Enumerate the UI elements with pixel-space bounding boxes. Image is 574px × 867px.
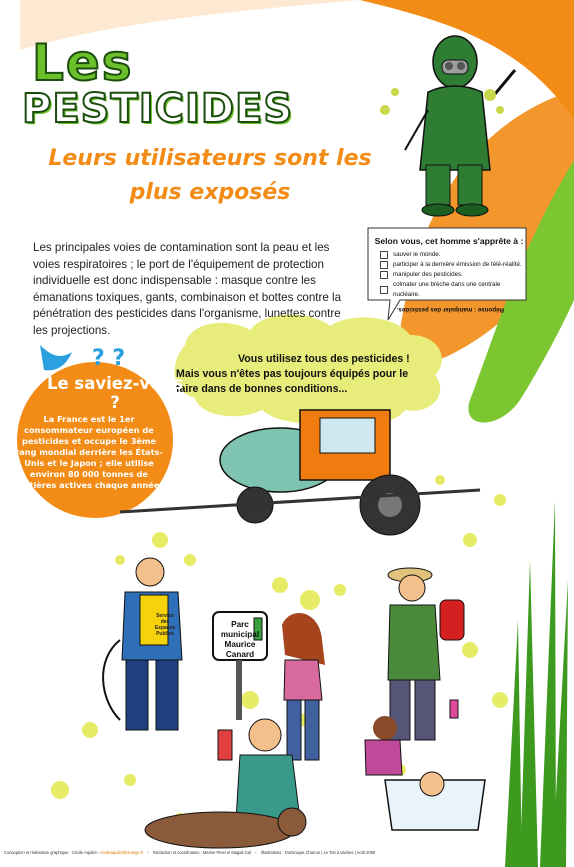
intro-paragraph: Les principales voies de contamination sont la peau et les voies respiratoires ; le port de l'équipement de protection individuelle est donc indispensable : masque contre les émanations toxiques, gants, combinaison et bottes contre la pénétration des pesticides dans l'organisme, lunettes contre les projections. xyxy=(33,241,342,337)
quiz-answer-upside-down: Réponse : manipuler des pesticides. xyxy=(396,306,504,313)
subtitle xyxy=(20,142,400,210)
checkbox-icon xyxy=(380,251,388,259)
title-les: Les xyxy=(32,34,134,92)
butterfly-icon xyxy=(40,345,72,370)
subtitle-line2: plus exposés xyxy=(129,180,291,205)
quiz-option: sauver le monde. xyxy=(380,250,526,260)
man-dog-illustration xyxy=(145,719,306,848)
park-sign-text: Parc municipal Maurice Canard xyxy=(220,620,260,659)
quiz-option: manipuler des pesticides. xyxy=(380,270,526,280)
title-pesticides: PESTICIDES xyxy=(22,86,294,132)
checkbox-icon xyxy=(380,261,388,269)
subtitle-line1: Leurs utilisateurs sont les xyxy=(48,146,372,171)
vest-text: Service des Espaces Publics xyxy=(154,613,176,637)
saviez-body: La France est le 1er consommateur européen de pesticides et occupe le 3ème rang mondial derrière les États-Unis et le Japon ; elle utilise environ 80 000 tonnes de matières actives chaque année. xyxy=(15,414,163,490)
saviez-title: Le saviez-vous ? xyxy=(46,374,184,412)
cloud-line1: Vous utilisez tous des pesticides ! xyxy=(238,353,410,365)
question-marks-icon: ? ? xyxy=(92,346,126,371)
quiz-option: colmater une brèche dans une centrale nucléaire. xyxy=(380,280,526,300)
tractor-illustration xyxy=(120,410,480,535)
checkbox-icon xyxy=(380,271,388,279)
credits-footer: Conception et réalisation graphique : Cécile Aquilet - cecileaquilet@orange.fr • Rédaction et coordination : Marine Pinel et Magali Gal • Illustrations : Dominique Charron | Le Toit à Vaches | Août 2006 xyxy=(4,850,376,855)
checkbox-icon xyxy=(380,286,388,294)
quiz-panel xyxy=(372,236,526,312)
gardener-illustration xyxy=(103,558,182,730)
cloud-message xyxy=(176,352,426,397)
credits-email-link[interactable]: cecileaquilet@orange.fr xyxy=(100,850,144,855)
quiz-question: Selon vous, cet homme s'apprête à : xyxy=(374,236,524,246)
quiz-option: participer à la dernière émission de télé-réalité. xyxy=(380,260,526,270)
grass-icon xyxy=(505,500,568,867)
cloud-line2: Mais vous n'êtes pas toujours équipés pour le faire dans de bonnes conditions... xyxy=(176,368,409,395)
